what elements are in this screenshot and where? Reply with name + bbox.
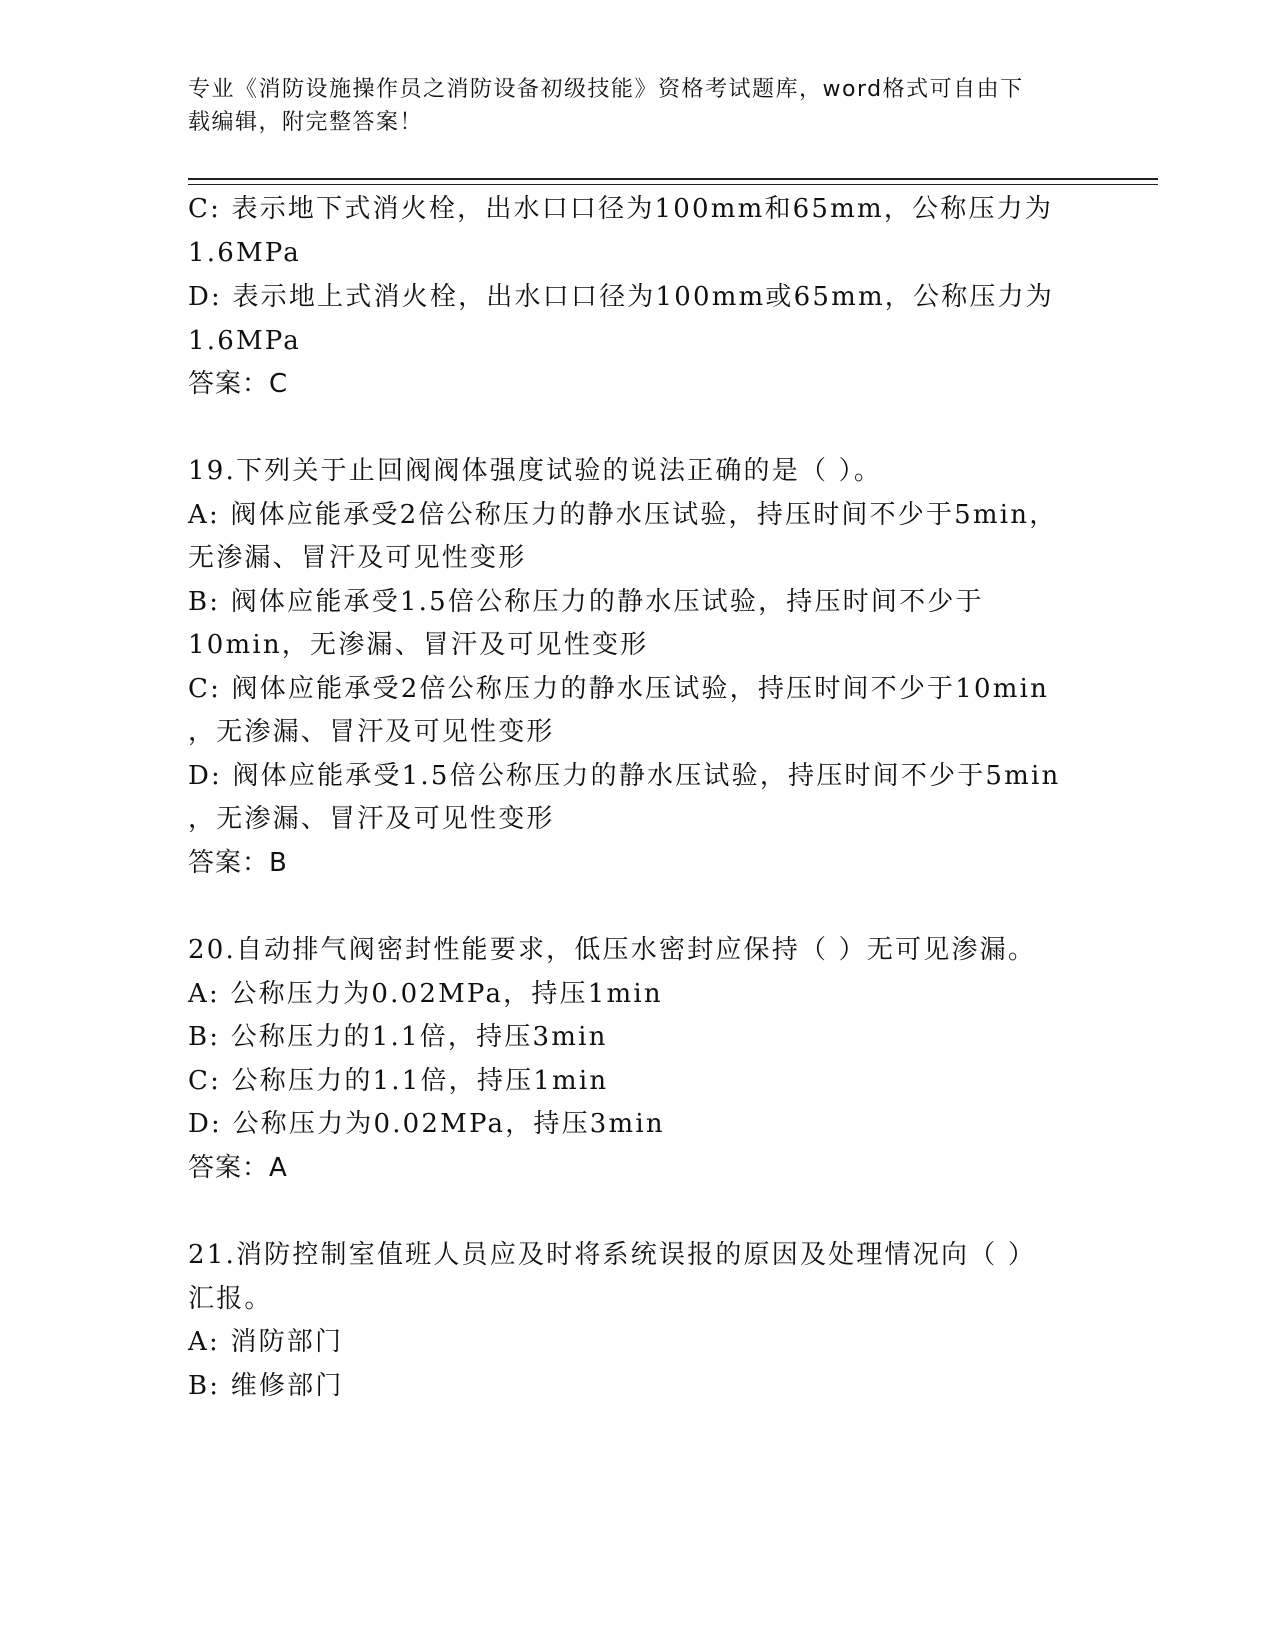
q21-option-a: A: 消防部门 bbox=[188, 1327, 344, 1357]
q20-option-d: D: 公称压力为0.02MPa，持压3min bbox=[188, 1109, 665, 1139]
document-header bbox=[188, 73, 1078, 139]
header-divider-thick bbox=[188, 178, 1158, 180]
q20-option-b: B: 公称压力的1.1倍，持压3min bbox=[188, 1022, 608, 1052]
q19-option-c-line-1: C: 阀体应能承受2倍公称压力的静水压试验，持压时间不少于10min bbox=[188, 674, 1050, 704]
q18-answer: 答案：C bbox=[188, 369, 289, 399]
q18-option-c-line-1: C: 表示地下式消火栓，出水口口径为100mm和65mm，公称压力为 bbox=[188, 194, 1054, 224]
q19-option-a-line-1: A: 阀体应能承受2倍公称压力的静水压试验，持压时间不少于5min， bbox=[188, 500, 1058, 530]
q19-option-a-line-2: 无渗漏、冒汗及可见性变形 bbox=[188, 543, 527, 573]
q19-answer: 答案：B bbox=[188, 848, 288, 878]
q21-question-line-1: 21.消防控制室值班人员应及时将系统误报的原因及处理情况向（ ） bbox=[188, 1240, 1037, 1270]
q18-option-d-line-2: 1.6MPa bbox=[188, 326, 301, 356]
header-divider-thin bbox=[188, 184, 1158, 185]
q18-option-c-line-2: 1.6MPa bbox=[188, 238, 301, 268]
q19-option-b-line-2: 10min，无渗漏、冒汗及可见性变形 bbox=[188, 630, 649, 660]
q19-question: 19.下列关于止回阀阀体强度试验的说法正确的是（ ）。 bbox=[188, 456, 883, 486]
q18-option-d-line-1: D: 表示地上式消火栓，出水口口径为100mm或65mm，公称压力为 bbox=[188, 282, 1054, 312]
q19-option-c-line-2: ，无渗漏、冒汗及可见性变形 bbox=[188, 717, 555, 747]
q19-option-d-line-1: D: 阀体应能承受1.5倍公称压力的静水压试验，持压时间不少于5min bbox=[188, 761, 1061, 791]
q21-question-line-2: 汇报。 bbox=[188, 1284, 273, 1314]
q20-question: 20.自动排气阀密封性能要求，低压水密封应保持（ ）无可见渗漏。 bbox=[188, 935, 1037, 965]
q21-option-b: B: 维修部门 bbox=[188, 1371, 344, 1401]
q20-answer: 答案：A bbox=[188, 1153, 288, 1183]
q19-option-b-line-1: B: 阀体应能承受1.5倍公称压力的静水压试验，持压时间不少于 bbox=[188, 587, 984, 617]
header-line-1: 专业《消防设施操作员之消防设备初级技能》资格考试题库，word格式可自由下 bbox=[188, 77, 1024, 102]
q19-option-d-line-2: ，无渗漏、冒汗及可见性变形 bbox=[188, 804, 555, 834]
q20-option-a: A: 公称压力为0.02MPa，持压1min bbox=[188, 979, 663, 1009]
header-line-2: 载编辑，附完整答案！ bbox=[188, 110, 424, 135]
q20-option-c: C: 公称压力的1.1倍，持压1min bbox=[188, 1066, 609, 1096]
